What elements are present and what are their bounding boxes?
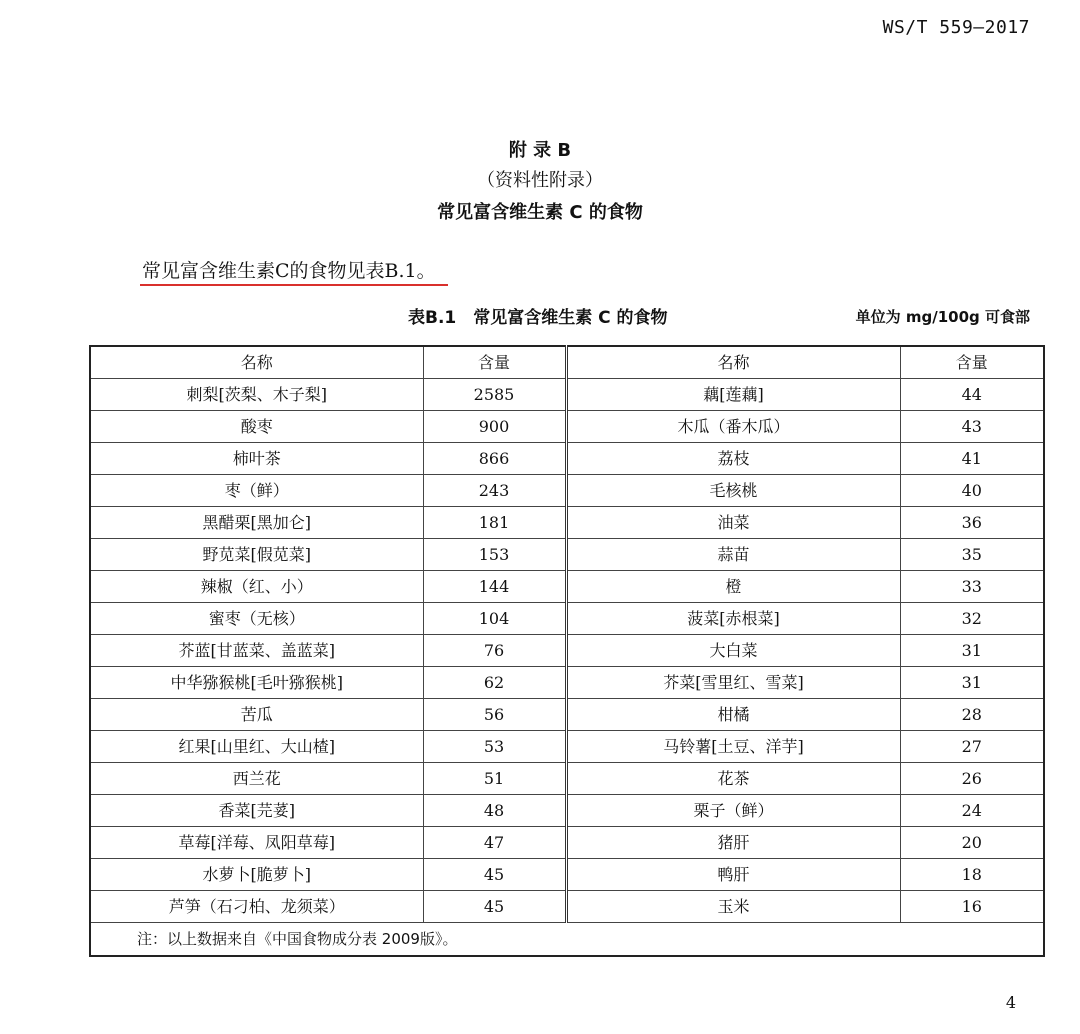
food-name-cell: 香菜[芫荽]: [90, 795, 423, 827]
amount-cell: 62: [423, 667, 566, 699]
amount-cell: 47: [423, 827, 566, 859]
table-row: [90, 635, 1044, 667]
table-row: [90, 859, 1044, 891]
table-caption: 表B.1 常见富含维生素 C 的食物: [408, 308, 668, 328]
food-name-cell: 橙: [566, 571, 900, 603]
appendix-heading: 常见富含维生素 C 的食物: [437, 202, 643, 223]
header-amount-right: 含量: [900, 346, 1044, 379]
red-underline: [140, 284, 448, 286]
table-row: [90, 571, 1044, 603]
amount-cell: 48: [423, 795, 566, 827]
appendix-subtitle: （资料性附录）: [477, 170, 603, 191]
food-name-cell: 木瓜（番木瓜）: [566, 411, 900, 443]
amount-cell: 153: [423, 539, 566, 571]
food-name-cell: 栗子（鲜）: [566, 795, 900, 827]
amount-cell: 26: [900, 763, 1044, 795]
table-body: [90, 379, 1044, 923]
food-name-cell: 野苋菜[假苋菜]: [90, 539, 423, 571]
amount-cell: 33: [900, 571, 1044, 603]
food-name-cell: 花茶: [566, 763, 900, 795]
amount-cell: 31: [900, 635, 1044, 667]
table-row: [90, 891, 1044, 923]
amount-cell: 104: [423, 603, 566, 635]
amount-cell: 28: [900, 699, 1044, 731]
amount-cell: 36: [900, 507, 1044, 539]
amount-cell: 144: [423, 571, 566, 603]
amount-cell: 40: [900, 475, 1044, 507]
amount-cell: 20: [900, 827, 1044, 859]
food-name-cell: 苦瓜: [90, 699, 423, 731]
food-name-cell: 芦笋（石刁柏、龙须菜）: [90, 891, 423, 923]
food-name-cell: 刺梨[茨梨、木子梨]: [90, 379, 423, 411]
food-name-cell: 芥蓝[甘蓝菜、盖蓝菜]: [90, 635, 423, 667]
food-name-cell: 水萝卜[脆萝卜]: [90, 859, 423, 891]
intro-text: 常见富含维生素C的食物见表B.1。: [142, 260, 436, 282]
food-name-cell: 蜜枣（无核）: [90, 603, 423, 635]
table-header-row: [90, 346, 1044, 379]
amount-cell: 45: [423, 859, 566, 891]
amount-cell: 53: [423, 731, 566, 763]
amount-cell: 2585: [423, 379, 566, 411]
food-name-cell: 猪肝: [566, 827, 900, 859]
header-name-left: 名称: [90, 346, 423, 379]
food-name-cell: 枣（鲜）: [90, 475, 423, 507]
food-name-cell: 中华猕猴桃[毛叶猕猴桃]: [90, 667, 423, 699]
table-row: [90, 763, 1044, 795]
food-name-cell: 毛核桃: [566, 475, 900, 507]
header-amount-left: 含量: [423, 346, 566, 379]
food-name-cell: 辣椒（红、小）: [90, 571, 423, 603]
vitamin-c-table: [89, 345, 1045, 957]
food-name-cell: 玉米: [566, 891, 900, 923]
amount-cell: 900: [423, 411, 566, 443]
table-row: [90, 699, 1044, 731]
food-name-cell: 菠菜[赤根菜]: [566, 603, 900, 635]
table-row: [90, 731, 1044, 763]
amount-cell: 44: [900, 379, 1044, 411]
table-row: [90, 443, 1044, 475]
food-name-cell: 荔枝: [566, 443, 900, 475]
amount-cell: 43: [900, 411, 1044, 443]
amount-cell: 181: [423, 507, 566, 539]
page-number: 4: [1005, 993, 1016, 1012]
food-name-cell: 蒜苗: [566, 539, 900, 571]
amount-cell: 56: [423, 699, 566, 731]
amount-cell: 243: [423, 475, 566, 507]
table-row: [90, 603, 1044, 635]
amount-cell: 45: [423, 891, 566, 923]
food-name-cell: 芥菜[雪里红、雪菜]: [566, 667, 900, 699]
food-name-cell: 鸭肝: [566, 859, 900, 891]
table-row: [90, 475, 1044, 507]
amount-cell: 41: [900, 443, 1044, 475]
table-row: [90, 827, 1044, 859]
amount-cell: 51: [423, 763, 566, 795]
food-name-cell: 大白菜: [566, 635, 900, 667]
table-note: 注：以上数据来自《中国食物成分表 2009版》。: [90, 923, 1044, 957]
table-note-row: [90, 923, 1044, 957]
table-row: [90, 539, 1044, 571]
food-name-cell: 酸枣: [90, 411, 423, 443]
amount-cell: 24: [900, 795, 1044, 827]
table-row: [90, 507, 1044, 539]
amount-cell: 18: [900, 859, 1044, 891]
table-unit: 单位为 mg/100g 可食部: [855, 308, 1030, 326]
food-name-cell: 油菜: [566, 507, 900, 539]
table-row: [90, 795, 1044, 827]
amount-cell: 76: [423, 635, 566, 667]
header-name-right: 名称: [566, 346, 900, 379]
amount-cell: 16: [900, 891, 1044, 923]
appendix-title: 附 录 B: [508, 140, 572, 161]
food-name-cell: 柿叶茶: [90, 443, 423, 475]
food-name-cell: 藕[莲藕]: [566, 379, 900, 411]
table-row: [90, 667, 1044, 699]
food-name-cell: 草莓[洋莓、凤阳草莓]: [90, 827, 423, 859]
food-name-cell: 黑醋栗[黑加仑]: [90, 507, 423, 539]
food-name-cell: 西兰花: [90, 763, 423, 795]
amount-cell: 866: [423, 443, 566, 475]
amount-cell: 27: [900, 731, 1044, 763]
amount-cell: 32: [900, 603, 1044, 635]
food-name-cell: 马铃薯[土豆、洋芋]: [566, 731, 900, 763]
food-name-cell: 红果[山里红、大山楂]: [90, 731, 423, 763]
table-row: [90, 411, 1044, 443]
standard-code: WS/T 559—2017: [882, 17, 1030, 38]
amount-cell: 31: [900, 667, 1044, 699]
amount-cell: 35: [900, 539, 1044, 571]
food-name-cell: 柑橘: [566, 699, 900, 731]
table-row: [90, 379, 1044, 411]
